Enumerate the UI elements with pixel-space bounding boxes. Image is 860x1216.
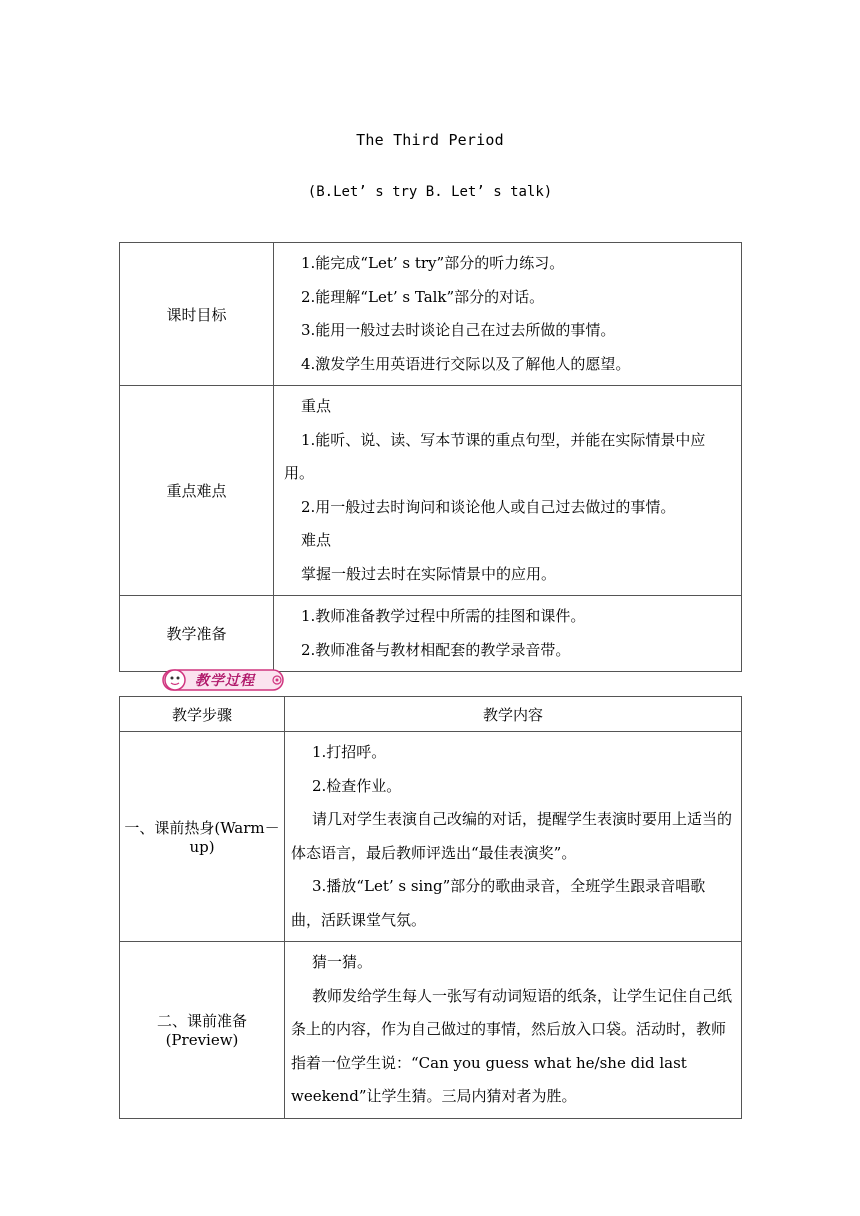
- preview-content: [285, 942, 742, 1119]
- header-step: 教学步骤: [120, 697, 285, 732]
- list-item: 请几对学生表演自己改编的对话，提醒学生表演时要用上适当的体态语言，最后教师评选出“最佳表演奖”。: [291, 810, 733, 862]
- list-item: 重点: [301, 397, 332, 415]
- step-label: 二、课前准备(Preview): [156, 1012, 247, 1050]
- list-item: 1.能听、说、读、写本节课的重点句型，并能在实际情景中应用。: [284, 430, 706, 482]
- table-row: [120, 386, 742, 596]
- preparation-content: [274, 596, 742, 672]
- list-item: 掌握一般过去时在实际情景中的应用。: [301, 564, 557, 583]
- list-item: 2.能理解“Let’ s Talk”部分的对话。: [301, 287, 545, 306]
- header-content: 教学内容: [285, 697, 742, 732]
- list-item: 2.用一般过去时询问和谈论他人或自己过去做过的事情。: [301, 497, 676, 516]
- document-subtitle: (B.Let’ s try B. Let’ s talk): [307, 184, 553, 200]
- step-label: 一、课前热身(Warm－up): [124, 819, 280, 856]
- table-row: [120, 732, 742, 942]
- table-row: [120, 243, 742, 386]
- table-row: [120, 596, 742, 672]
- list-item: 1.教师准备教学过程中所需的挂图和课件。: [301, 607, 586, 625]
- list-item: 猜一猜。: [312, 953, 373, 971]
- teaching-process-banner: [161, 667, 287, 693]
- list-item: 2.教师准备与教材相配套的教学录音带。: [301, 640, 571, 659]
- step-warm-up: [120, 732, 285, 942]
- row-label-objectives: 课时目标: [120, 243, 274, 386]
- list-item: 4.激发学生用英语进行交际以及了解他人的愿望。: [301, 354, 631, 373]
- table-row: [120, 942, 742, 1119]
- list-item: 3.能用一般过去时谈论自己在过去所做的事情。: [301, 321, 616, 339]
- table-header-row: [120, 697, 742, 732]
- list-item: 教师发给学生每人一张写有动词短语的纸条，让学生记住自己纸条上的内容，作为自己做过的事情，然后放入口袋。活动时，教师指着一位学生说：“Can you guess what he/she did last weekend”让学生猜。三局内猜对者为胜。: [291, 986, 733, 1105]
- list-item: 难点: [301, 531, 332, 549]
- row-label-preparation: 教学准备: [120, 596, 274, 672]
- document-title: The Third Period: [356, 131, 504, 149]
- lesson-overview-table: [119, 242, 742, 672]
- list-item: 3.播放“Let’ s sing”部分的歌曲录音，全班学生跟录音唱歌曲，活跃课堂气氛。: [291, 877, 706, 929]
- banner-label: 教学过程: [195, 673, 255, 689]
- key-points-content: [274, 386, 742, 596]
- teaching-process-table: [119, 696, 742, 1119]
- list-item: 1.打招呼。: [312, 743, 387, 761]
- warm-up-content: [285, 732, 742, 942]
- list-item: 2.检查作业。: [312, 776, 402, 795]
- objectives-content: [274, 243, 742, 386]
- row-label-key-points: 重点难点: [120, 386, 274, 596]
- step-preview: [120, 942, 285, 1119]
- list-item: 1.能完成“Let’ s try”部分的听力练习。: [301, 254, 565, 272]
